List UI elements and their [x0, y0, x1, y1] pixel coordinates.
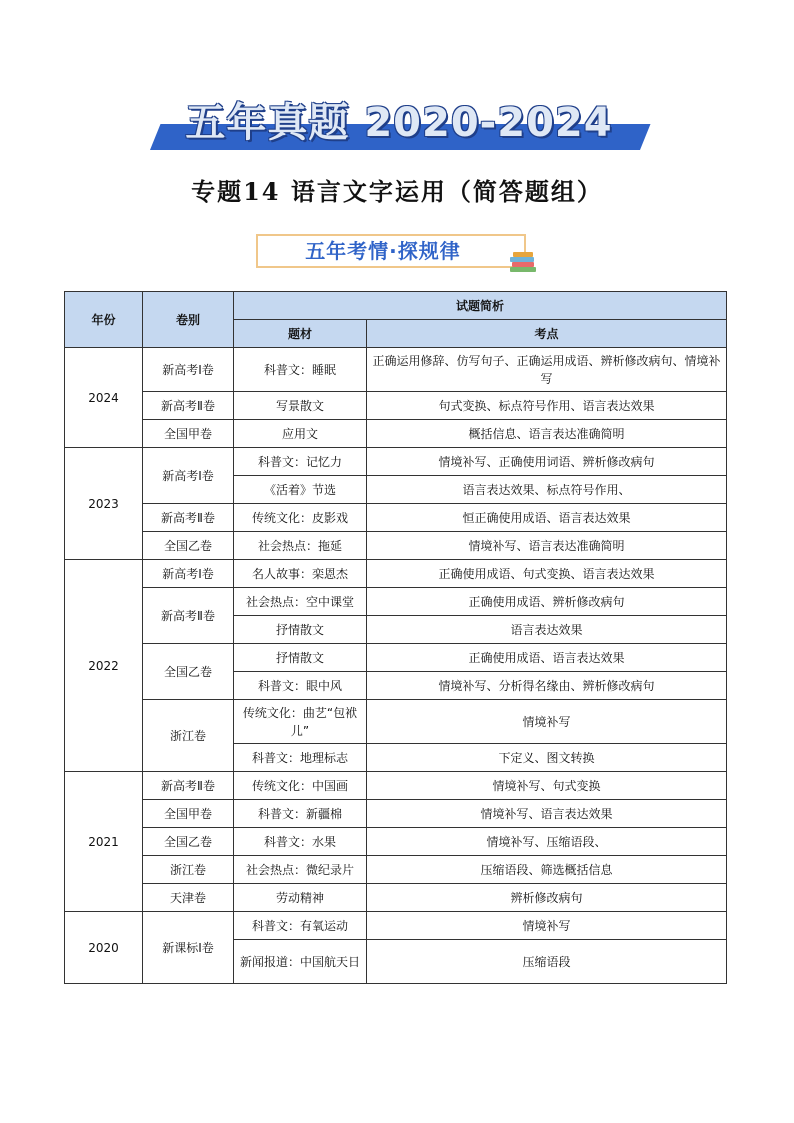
- year-cell: 2023: [65, 448, 143, 560]
- table-row: [65, 856, 727, 884]
- table-row: [65, 644, 727, 672]
- paper-cell: 全国乙卷: [143, 828, 234, 856]
- material-cell: 传统文化：皮影戏: [234, 504, 367, 532]
- points-cell: 概括信息、语言表达准确简明: [367, 420, 727, 448]
- points-cell: 正确使用成语、句式变换、语言表达效果: [367, 560, 727, 588]
- section-label-box: [256, 234, 526, 268]
- material-cell: 应用文: [234, 420, 367, 448]
- material-cell: 写景散文: [234, 392, 367, 420]
- material-cell: 社会热点：空中课堂: [234, 588, 367, 616]
- table-row: [65, 700, 727, 744]
- header-material: 题材: [234, 320, 367, 348]
- table-row: [65, 588, 727, 616]
- points-cell: 情境补写、语言表达准确简明: [367, 532, 727, 560]
- material-cell: 科普文：水果: [234, 828, 367, 856]
- table-row: [65, 532, 727, 560]
- points-cell: 情境补写、语言表达效果: [367, 800, 727, 828]
- material-cell: 科普文：眼中风: [234, 672, 367, 700]
- material-cell: 传统文化：曲艺“包袱儿”: [234, 700, 367, 744]
- points-cell: 辨析修改病句: [367, 884, 727, 912]
- table-row: [65, 884, 727, 912]
- points-cell: 语言表达效果: [367, 616, 727, 644]
- material-cell: 科普文：有氧运动: [234, 912, 367, 940]
- header-analysis: 试题简析: [234, 292, 727, 320]
- paper-cell: 新课标Ⅰ卷: [143, 912, 234, 984]
- material-cell: 科普文：记忆力: [234, 448, 367, 476]
- paper-cell: 全国甲卷: [143, 420, 234, 448]
- year-cell: 2021: [65, 772, 143, 912]
- table-row: [65, 560, 727, 588]
- books-icon: [510, 252, 536, 272]
- material-cell: 科普文：新疆棉: [234, 800, 367, 828]
- banner: [150, 98, 640, 156]
- exam-analysis-table: [64, 291, 727, 984]
- material-cell: 科普文：地理标志: [234, 744, 367, 772]
- points-cell: 情境补写、分析得名缘由、辨析修改病句: [367, 672, 727, 700]
- header-paper: 卷别: [143, 292, 234, 348]
- table-row: [65, 800, 727, 828]
- paper-cell: 浙江卷: [143, 700, 234, 772]
- table-row: [65, 392, 727, 420]
- paper-cell: 全国乙卷: [143, 644, 234, 700]
- points-cell: 语言表达效果、标点符号作用、: [367, 476, 727, 504]
- table-row: [65, 348, 727, 392]
- table-row: [65, 504, 727, 532]
- paper-cell: 新高考Ⅱ卷: [143, 504, 234, 532]
- points-cell: 下定义、图文转换: [367, 744, 727, 772]
- year-cell: 2020: [65, 912, 143, 984]
- table-row: [65, 420, 727, 448]
- points-cell: 压缩语段: [367, 940, 727, 984]
- paper-cell: 新高考Ⅱ卷: [143, 772, 234, 800]
- points-cell: 情境补写、压缩语段、: [367, 828, 727, 856]
- header-year: 年份: [65, 292, 143, 348]
- banner-title: 五年真题 2020-2024: [185, 100, 613, 146]
- year-cell: 2022: [65, 560, 143, 772]
- section-label: 五年考情·探规律: [305, 239, 461, 263]
- material-cell: 劳动精神: [234, 884, 367, 912]
- material-cell: 科普文：睡眠: [234, 348, 367, 392]
- header-points: 考点: [367, 320, 727, 348]
- points-cell: 情境补写、句式变换: [367, 772, 727, 800]
- points-cell: 句式变换、标点符号作用、语言表达效果: [367, 392, 727, 420]
- points-cell: 情境补写、正确使用词语、辨析修改病句: [367, 448, 727, 476]
- points-cell: 正确使用成语、辨析修改病句: [367, 588, 727, 616]
- material-cell: 抒情散文: [234, 616, 367, 644]
- table-row: [65, 912, 727, 940]
- paper-cell: 新高考Ⅱ卷: [143, 392, 234, 420]
- points-cell: 正确使用成语、语言表达效果: [367, 644, 727, 672]
- points-cell: 情境补写: [367, 700, 727, 744]
- paper-cell: 新高考Ⅰ卷: [143, 348, 234, 392]
- points-cell: 压缩语段、筛选概括信息: [367, 856, 727, 884]
- table-row: [65, 448, 727, 476]
- document-title: 专题14 语言文字运用（简答题组）: [191, 177, 603, 206]
- paper-cell: 全国甲卷: [143, 800, 234, 828]
- material-cell: 《活着》节选: [234, 476, 367, 504]
- material-cell: 名人故事：栾恩杰: [234, 560, 367, 588]
- material-cell: 社会热点：拖延: [234, 532, 367, 560]
- points-cell: 恒正确使用成语、语言表达效果: [367, 504, 727, 532]
- table-body: [65, 348, 727, 984]
- table-row: [65, 828, 727, 856]
- points-cell: 正确运用修辞、仿写句子、正确运用成语、辨析修改病句、情境补写: [367, 348, 727, 392]
- paper-cell: 新高考Ⅰ卷: [143, 560, 234, 588]
- paper-cell: 天津卷: [143, 884, 234, 912]
- table-row: [65, 772, 727, 800]
- material-cell: 社会热点：微纪录片: [234, 856, 367, 884]
- paper-cell: 全国乙卷: [143, 532, 234, 560]
- material-cell: 传统文化：中国画: [234, 772, 367, 800]
- table-header-row: [65, 292, 727, 320]
- paper-cell: 新高考Ⅱ卷: [143, 588, 234, 644]
- paper-cell: 浙江卷: [143, 856, 234, 884]
- material-cell: 新闻报道：中国航天日: [234, 940, 367, 984]
- paper-cell: 新高考Ⅰ卷: [143, 448, 234, 504]
- year-cell: 2024: [65, 348, 143, 448]
- material-cell: 抒情散文: [234, 644, 367, 672]
- points-cell: 情境补写: [367, 912, 727, 940]
